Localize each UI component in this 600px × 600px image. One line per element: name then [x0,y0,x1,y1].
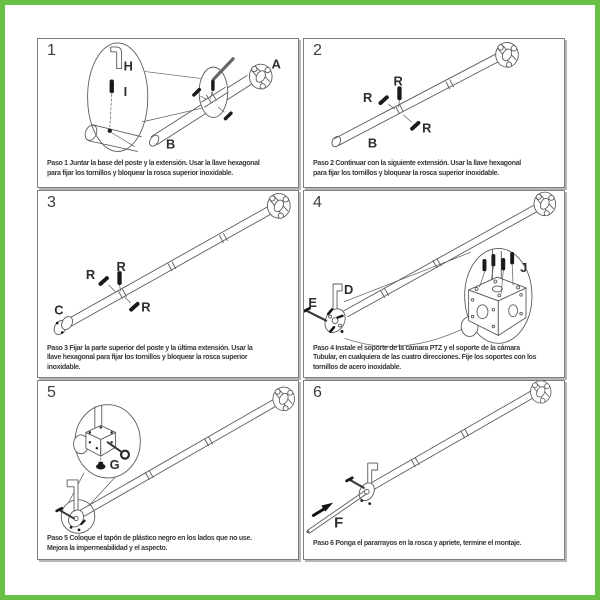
step-6-drawing [304,381,564,559]
flange-icon [534,192,556,216]
step-panel-6 [303,380,565,560]
step-number: 2 [313,42,322,59]
step-number: 1 [47,42,56,59]
step-number: 4 [313,194,322,211]
base-bracket [345,463,378,505]
step-caption: Paso 3 Fijar la parte superior del poste y la última extensión. Usar la llave hexagonal para fijar los tornillos y bloquear la rosca superior inoxidable. [47,344,253,371]
flange-icon [249,64,272,89]
arrow-icon [313,503,333,516]
part-label-b: B [166,136,176,152]
step-5-drawing [38,381,298,559]
screw-icon [98,275,110,286]
step-panel-3 [37,190,299,378]
magnifier-ellipse-small [199,67,228,117]
pole-cap [52,315,75,337]
step-panel-2 [303,38,565,188]
part-label-r: R [362,90,373,106]
part-label-c: C [54,302,64,318]
screw-icon [378,95,390,106]
part-label-b: B [367,135,378,151]
step-number: 6 [313,384,322,401]
base-bracket [55,480,87,531]
part-label-r: R [116,259,126,275]
step-panel-5 [37,380,299,560]
step-number: 3 [47,194,56,211]
part-label-i: I [123,84,128,100]
part-label-r: R [85,267,96,283]
step-caption: Paso 2 Continuar con la siguiente extensión. Usar la llave hexagonal para fijar los tornillos y bloquear la rosca superior inoxidable. [313,160,521,177]
flange-icon [273,387,295,411]
flange-icon [267,193,290,218]
step-caption: Paso 4 Instale el soporte de la cámara PTZ y el soporte de la cámara Tubular, en cualquiera de las cuatro direcciones. Fije los soportes con los tornillos de acero inoxidable. [313,344,537,371]
part-label-g: G [109,457,120,473]
part-label-d: D [343,281,354,297]
flange-icon [531,381,551,403]
flange-icon [496,42,519,67]
part-label-r: R [141,299,151,315]
screw-icon [223,111,233,121]
pole [330,54,500,148]
step-caption: Paso 1 Juntar la base del poste y la extensión. Usar la llave hexagonal para fijar los tornillos y bloquear la rosca superior inoxidable. [47,160,260,177]
part-label-h: H [123,58,133,74]
part-label-e: E [308,294,317,310]
part-label-r: R [422,120,432,136]
step-panel-4 [303,190,565,378]
step-caption: Paso 6 Ponga el pararrayos en la rosca y apriete, termine el montaje. [313,539,522,547]
part-label-f: F [334,515,344,532]
part-label-j: J [520,260,528,276]
part-label-a: A [271,56,281,72]
step-number: 5 [47,384,56,401]
base-bracket [304,284,349,336]
pole [368,390,537,491]
part-label-r: R [393,73,403,89]
step-panel-1 [37,38,299,188]
step-caption: Paso 5 Coloque el tapón de plástico negro en los lados que no use. Mejora la impermeabilidad y el aspecto. [47,535,252,552]
screw-icon [110,79,114,93]
screw-icon [397,86,401,100]
